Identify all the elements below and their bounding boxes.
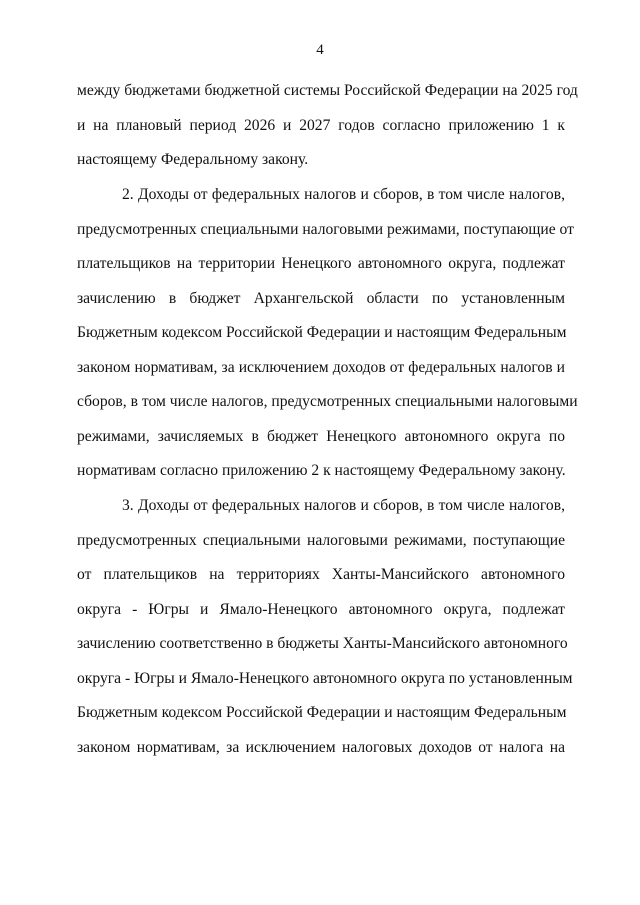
paragraph-line: зачислению соответственно в бюджеты Ханты-Мансийского автономного	[77, 635, 568, 652]
paragraph-line: предусмотренных специальными налоговыми режимами, поступающие	[77, 531, 565, 549]
paragraph-line: 2. Доходы от федеральных налогов и сборов, в том числе налогов,	[122, 186, 565, 203]
paragraph-line: нормативам согласно приложению 2 к настоящему Федеральному закону.	[77, 462, 566, 479]
paragraph-line: законом нормативам, за исключением налоговых доходов от налога на	[77, 738, 565, 756]
paragraph-line: плательщиков на территории Ненецкого автономного округа, подлежат	[77, 255, 565, 272]
paragraph-line: настоящему Федеральному закону.	[77, 151, 309, 168]
paragraph-line: зачислению в бюджет Архангельской области по установленным	[77, 289, 565, 307]
paragraph-line: сборов, в том числе налогов, предусмотренных специальными налоговыми	[77, 393, 578, 410]
paragraph-3	[77, 489, 573, 765]
page-number: 4	[316, 42, 324, 58]
paragraph-line: округа - Югры и Ямало-Ненецкого автономного округа, подлежат	[77, 600, 565, 618]
paragraph-line: режимами, зачисляемых в бюджет Ненецкого автономного округа по	[77, 427, 565, 445]
paragraph-line: 3. Доходы от федеральных налогов и сборов, в том числе налогов,	[122, 497, 565, 514]
paragraph-line: от плательщиков на территориях Ханты-Мансийского автономного	[77, 566, 565, 583]
paragraph-line: Бюджетным кодексом Российской Федерации и настоящим Федеральным	[77, 704, 567, 721]
paragraph-2	[77, 178, 578, 489]
paragraph-line: законом нормативам, за исключением доходов от федеральных налогов и	[77, 358, 565, 376]
paragraph-line: Бюджетным кодексом Российской Федерации и настоящим Федеральным	[77, 324, 567, 341]
paragraph-line: между бюджетами бюджетной системы Российской Федерации на 2025 год	[77, 82, 578, 99]
paragraph-line: и на плановый период 2026 и 2027 годов согласно приложению 1 к	[77, 116, 565, 134]
paragraph-line: предусмотренных специальными налоговыми режимами, поступающие от	[77, 220, 574, 238]
paragraph-1	[77, 74, 578, 178]
paragraph-line: округа - Югры и Ямало-Ненецкого автономного округа по установленным	[77, 669, 573, 687]
